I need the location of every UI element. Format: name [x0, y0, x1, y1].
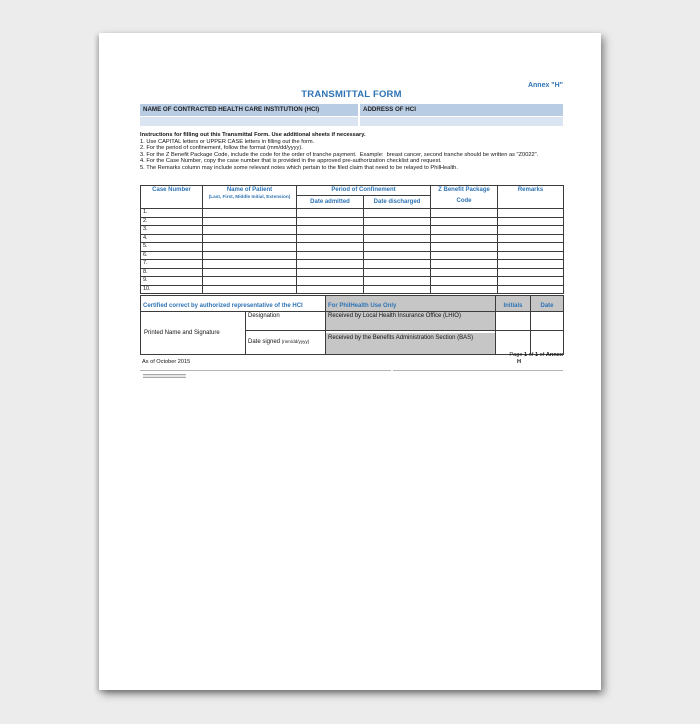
date-discharged-cell: [364, 243, 431, 252]
z-code-cell: [431, 234, 498, 243]
certification-table: [140, 295, 564, 355]
date-admitted-cell: [297, 285, 364, 294]
instruction-item: 2. For the period of confinement, follow the format (mm/dd/yyyy).: [140, 145, 303, 151]
hci-name-label: NAME OF CONTRACTED HEALTH CARE INSTITUTION (HCI): [140, 104, 358, 116]
date-admitted-cell: [297, 260, 364, 269]
patient-name-cell: [203, 277, 297, 286]
certified-correct-label: Certified correct by authorized representative of the HCI: [141, 296, 326, 312]
date-admitted-cell: [297, 277, 364, 286]
date-signed-label: Date signed (mm/dd/yyyy): [246, 331, 326, 355]
row-number-cell: 4.: [141, 234, 203, 243]
patient-name-cell: [203, 251, 297, 260]
received-bas-cell: Received by the Benefits Administration Section (BAS): [326, 331, 496, 355]
instruction-item: 1. Use CAPITAL letters or UPPER CASE letters in filling out the form.: [140, 138, 315, 145]
remarks-cell: [498, 217, 564, 226]
as-of-date-label: As of October 2015: [142, 359, 191, 365]
z-code-cell: [431, 209, 498, 218]
remarks-cell: [498, 260, 564, 269]
claims-row: [141, 251, 564, 260]
date-admitted-cell: [297, 217, 364, 226]
date-column-header: Date: [531, 296, 564, 312]
claims-row: [141, 209, 564, 218]
patient-name-cell: [203, 260, 297, 269]
row-number-cell: 10.: [141, 285, 203, 294]
date-discharged-cell: [364, 260, 431, 269]
claims-row: [141, 243, 564, 252]
date-discharged-cell: [364, 209, 431, 218]
z-code-cell: [431, 277, 498, 286]
row-number-cell: 7.: [141, 260, 203, 269]
date-admitted-cell: [297, 226, 364, 235]
z-code-cell: [431, 243, 498, 252]
hci-name-field: [140, 117, 358, 126]
date-admitted-cell: [297, 268, 364, 277]
patient-name-cell: [203, 226, 297, 235]
date-admitted-cell: [297, 234, 364, 243]
col-header-z-benefit-package-code: [431, 186, 498, 209]
col-header-name-of-patient: [203, 186, 297, 209]
initials-field: [496, 331, 531, 355]
date-discharged-cell: [364, 217, 431, 226]
philhealth-use-only-label: For PhilHealth Use Only: [326, 296, 496, 312]
row-number-cell: 8.: [141, 268, 203, 277]
col-header-period-of-confinement: Period of Confinement: [297, 186, 431, 196]
date-field: [531, 312, 564, 331]
date-signed-format: (mm/dd/yyyy): [281, 339, 310, 345]
printed-name-signature-label: Printed Name and Signature: [141, 312, 246, 355]
row-number-cell: 5.: [141, 243, 203, 252]
received-lhio-cell: Received by Local Health Insurance Office (LHIO): [326, 312, 496, 331]
designation-label: Designation: [246, 312, 326, 331]
patient-name-cell: [203, 217, 297, 226]
col-header-remarks: Remarks: [498, 186, 564, 209]
hci-header-band: [140, 104, 563, 126]
name-of-patient-sublabel: (Last, First, Middle Initial, Extension): [208, 194, 291, 199]
claims-row: [141, 226, 564, 235]
date-field: [531, 331, 564, 355]
patient-name-cell: [203, 234, 297, 243]
remarks-cell: [498, 234, 564, 243]
initials-column-header: Initials: [496, 296, 531, 312]
remarks-cell: [498, 243, 564, 252]
remarks-cell: [498, 285, 564, 294]
instruction-item: 5. The Remarks column may include some relevant notes which pertain to the filed claim that need to be relayed to PhilHealth.: [140, 164, 458, 171]
initials-field: [496, 312, 531, 331]
remarks-cell: [498, 209, 564, 218]
z-code-cell: [431, 251, 498, 260]
col-header-date-discharged: Date discharged: [364, 196, 431, 209]
designation-row: [141, 312, 564, 331]
page-number-line2: H: [516, 358, 521, 365]
z-code-cell: [431, 217, 498, 226]
hci-address-label: ADDRESS OF HCI: [360, 104, 563, 116]
page-title: TRANSMITTAL FORM: [301, 89, 402, 100]
row-number-cell: 3.: [141, 226, 203, 235]
col-header-case-number: Case Number: [141, 186, 203, 209]
footer-stub-line: [143, 374, 186, 378]
z-benefit-line1: Z Benefit Package: [438, 187, 490, 193]
claims-row: [141, 268, 564, 277]
patient-name-cell: [203, 268, 297, 277]
instructions-heading: Instructions for filling out this Transmittal Form. Use additional sheets if necessary.: [140, 132, 366, 138]
document-page: [99, 33, 601, 690]
row-number-cell: 6.: [141, 251, 203, 260]
claims-row: [141, 285, 564, 294]
patient-name-cell: [203, 209, 297, 218]
z-code-cell: [431, 268, 498, 277]
page-number-label: [140, 352, 563, 365]
z-code-cell: [431, 260, 498, 269]
certification-header-row: [141, 296, 564, 312]
date-discharged-cell: [364, 234, 431, 243]
patient-name-cell: [203, 243, 297, 252]
date-admitted-cell: [297, 251, 364, 260]
footer-divider-left: [140, 370, 391, 371]
remarks-cell: [498, 226, 564, 235]
date-discharged-cell: [364, 251, 431, 260]
annex-label: Annex "H": [527, 82, 563, 89]
date-admitted-cell: [297, 243, 364, 252]
remarks-cell: [498, 251, 564, 260]
z-code-cell: [431, 226, 498, 235]
remarks-cell: [498, 268, 564, 277]
date-discharged-cell: [364, 226, 431, 235]
row-number-cell: 1.: [141, 209, 203, 218]
instruction-item: 4. For the Case Number, copy the case number that is provided in the approved pre-authorization checklist and request.: [140, 158, 442, 164]
instructions-block: [140, 132, 563, 171]
date-discharged-cell: [364, 285, 431, 294]
claims-header-row-1: [141, 186, 564, 196]
footer-divider-right: [393, 370, 563, 371]
z-code-cell: [431, 285, 498, 294]
name-of-patient-label: Name of Patient: [226, 187, 273, 193]
claims-row: [141, 260, 564, 269]
patient-name-cell: [203, 285, 297, 294]
claims-row: [141, 277, 564, 286]
claims-row: [141, 234, 564, 243]
row-number-cell: 9.: [141, 277, 203, 286]
col-header-date-admitted: Date admitted: [297, 196, 364, 209]
page-number-line1: Page 1 of 1 of Annex: [509, 352, 563, 358]
remarks-cell: [498, 277, 564, 286]
row-number-cell: 2.: [141, 217, 203, 226]
instruction-item: 3. For the Z Benefit Package Code, include the code for the order of tranche payment. Example: breast cancer, second tranche should be written as "Z0022".: [140, 151, 539, 158]
hci-address-field: [360, 117, 563, 126]
claims-row: [141, 217, 564, 226]
claims-table: [140, 185, 564, 294]
date-discharged-cell: [364, 268, 431, 277]
z-benefit-line2: Code: [456, 198, 472, 204]
date-admitted-cell: [297, 209, 364, 218]
date-discharged-cell: [364, 277, 431, 286]
